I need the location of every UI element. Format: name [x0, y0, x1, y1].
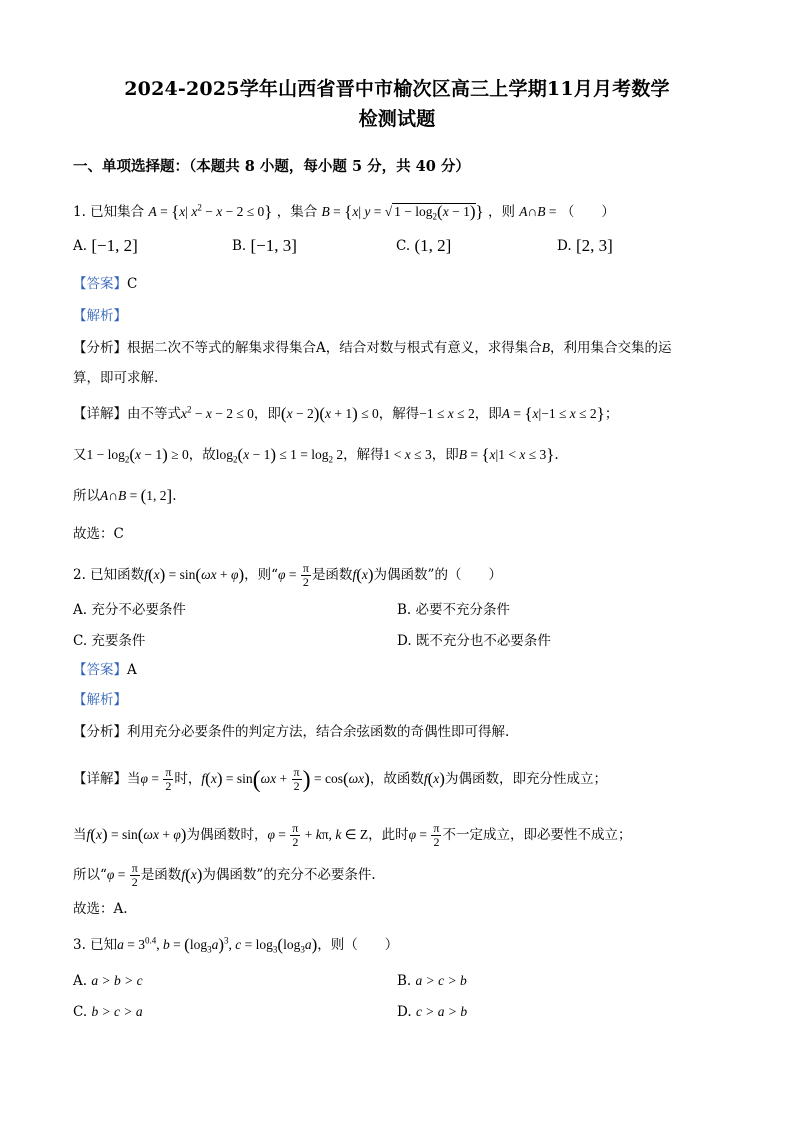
q2-detail-1: 【详解】当φ = $\frac{\pi}{2}$ 时，f(x) = sin(ωx + $\frac{\pi}{2}$ ) = cos(ωx)，故函数f(x)为偶函数，即充分性成立；: [73, 765, 607, 793]
q1-suffix: ，则: [487, 204, 515, 220]
q1-choice: 故选：C: [73, 526, 124, 542]
q1-mid: ，集合: [276, 204, 318, 220]
q1-analysis-label: 【解析】: [73, 308, 127, 324]
q1-detail-2: 又$1 - \log_2(x - 1) \ge 0$，故$\log_2(x - 1) \le 1 = \log_2 2$，解得1 < x ≤ 3，即B = {x|1 < x ≤ 3}.: [73, 445, 559, 465]
q1-option-c: C. (1, 2]: [396, 236, 452, 255]
q3-option-d: D. c > a > b: [397, 1004, 468, 1020]
q1-fenxi: 【分析】根据二次不等式的解集求得集合A，结合对数与根式有意义，求得集合B，利用集合交集的运: [73, 340, 672, 356]
q3-option-c: C. b > c > a: [73, 1004, 143, 1020]
q3-option-c-value: b > c > a: [91, 1004, 143, 1019]
question-1-stem: [73, 202, 734, 222]
q1-blank: （ ）: [560, 204, 615, 220]
q2-choice: 故选：A.: [73, 901, 128, 917]
q2-option-c: C. 充要条件: [73, 633, 146, 649]
q3-option-b-value: a > c > b: [415, 973, 467, 988]
q1-option-b: B. [−1, 3]: [232, 236, 297, 255]
q2-option-d: D. 既不充分也不必要条件: [397, 633, 551, 649]
question-2-stem: 2. 已知函数f(x) = sin(ωx + φ)，则“φ = $\frac{\pi}{2}$ 是函数f(x)为偶函数”的（ ）: [73, 561, 502, 589]
document-title-line2: 检测试题: [358, 108, 436, 130]
q3-option-d-value: c > a > b: [415, 1004, 468, 1019]
q3-option-b: B. a > c > b: [397, 973, 467, 989]
q3-option-a: A. a > b > c: [73, 973, 143, 989]
q1-prefix: 1. 已知集合: [73, 204, 145, 220]
question-3-stem: 3. 已知$a = 3^{0.4}$, $b = (\log_3a)^3$, $c = \log_3(\log_3a)$，则（ ）: [73, 935, 399, 955]
q2-option-a: A. 充分不必要条件: [73, 602, 186, 618]
q1-option-d-value: [2, 3]: [575, 236, 613, 255]
q1-option-d: D. [2, 3]: [557, 236, 613, 255]
q2-detail-2: 当f(x) = sin(ωx + φ)为偶函数时，φ = $\frac{\pi}{2}$ + kπ, k ∈ Z，此时φ = $\frac{\pi}{2}$ 不一定成立，即必要性不成立；: [73, 821, 632, 849]
q2-answer: 【答案】A: [73, 662, 137, 678]
q1-option-a: A. [−1, 2]: [73, 236, 138, 255]
q2-detail-3: 所以“φ = $\frac{\pi}{2}$ 是函数f(x)为偶函数”的充分不必要条件.: [73, 861, 376, 889]
q2-fenxi: 【分析】利用充分必要条件的判定方法，结合余弦函数的奇偶性即可得解.: [73, 724, 510, 740]
q2-option-b: B. 必要不充分条件: [397, 602, 511, 618]
q3-option-a-value: a > b > c: [91, 973, 143, 988]
document-title-line1: 2024-2025学年山西省晋中市榆次区高三上学期11月月考数学: [124, 78, 670, 100]
section-heading: 一、单项选择题：（本题共 8 小题，每小题 5 分，共 40 分）: [73, 158, 470, 175]
q1-option-b-value: [−1, 3]: [250, 236, 297, 255]
q1-detail-3: 所以A∩B = (1, 2].: [73, 486, 177, 505]
q1-option-c-value: (1, 2]: [414, 236, 452, 255]
q1-detail-1: 【详解】由不等式$x^2 - x - 2 \le 0$，即(x − 2)(x + 1) ≤ 0，解得−1 ≤ x ≤ 2，即A = {x|−1 ≤ x ≤ 2}；: [73, 404, 619, 423]
q1-intersection: A∩B =: [519, 204, 557, 219]
q1-answer: 【答案】C: [73, 276, 138, 292]
q1-set-a: A = {x| $x^2 - x - 2 \le 0$}: [148, 202, 273, 221]
q1-fenxi-cont: 算，即可求解.: [73, 370, 159, 386]
q2-analysis-label: 【解析】: [73, 692, 127, 708]
q1-option-a-value: [−1, 2]: [91, 236, 138, 255]
q1-set-b: B = {x| y = √ $1 - \log_2(x - 1)$}: [321, 202, 484, 222]
